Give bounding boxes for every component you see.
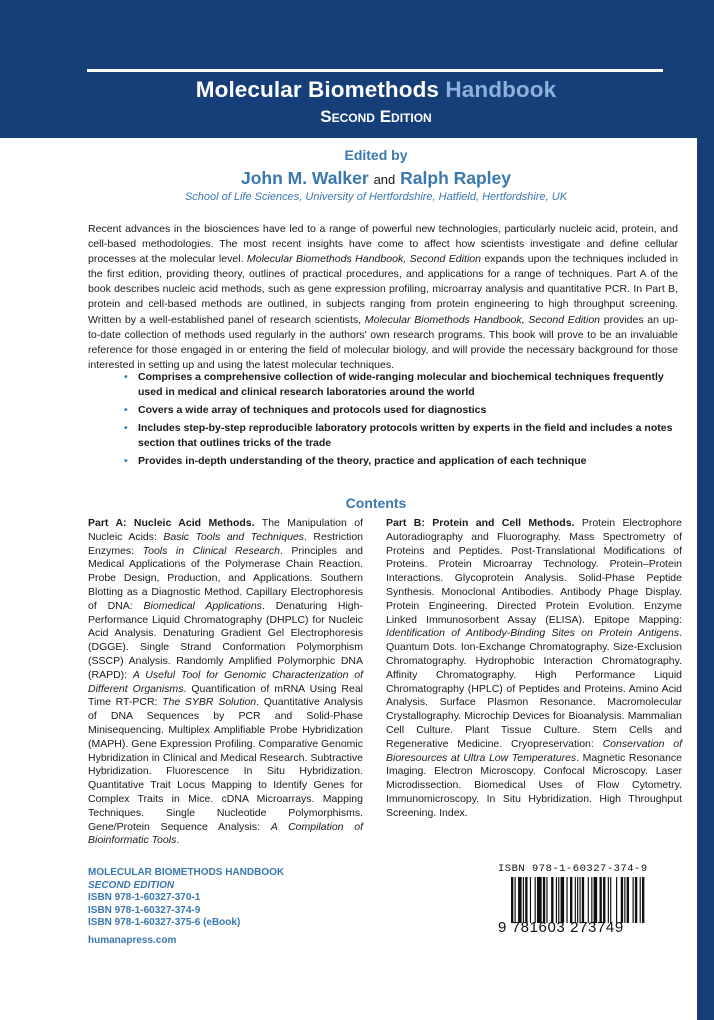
feature-bullet [122,370,682,400]
editor-1: John M. Walker [240,168,369,188]
part-b-text: . Magnetic Resonance Imaging. Electron Microscopy. Confocal Microscopy. Laser Microdissection. Biomedical Uses of Flow Cytometry. Immunomicroscopy. In Situ Hybridization. High Throughput Screening. Index. [386,751,682,819]
barcode-bar [518,877,522,923]
part-a-text: . Quantification of mRNA Using Real Time RT-PCR: [88,682,363,709]
book-info-isbn: ISBN 978-1-60327-374-9 [88,904,201,916]
title-main: Molecular Biomethods [195,77,440,102]
barcode-bar [537,877,542,923]
book-info-isbn: ISBN 978-1-60327-375-6 (eBook) [88,917,241,929]
barcode-isbn-label: ISBN 978-1-60327-374-9 [498,863,648,875]
barcode-bar [543,877,545,923]
book-info-block [88,867,408,948]
part-a-italic: The SYBR Solution [162,696,257,709]
feature-bullet-text: Comprises a comprehensive collection of wide-ranging molecular and biochemical techniques frequently used in medical and clinical research laboratories around the world [138,371,664,398]
feature-bullet [122,403,682,418]
spine-edge-bar [697,138,714,1020]
barcode-bar [603,877,605,923]
barcode-digits: 9 781603 273749 [498,919,624,936]
edition-label: Second Edition [320,107,432,126]
editor-conjunction: and [373,172,396,187]
part-a-italic: A Compilation of Bioinformatic Tools [88,820,363,847]
contents-part-a [88,517,363,848]
barcode-bar [525,877,527,923]
barcode-bar [582,877,584,923]
part-a-italic: A Useful Tool for Genomic Characterization of Different Organisms [88,668,364,695]
barcode-bar [575,877,576,923]
barcode-bar [633,877,634,923]
barcode-bar [570,877,572,923]
barcode-bar [535,877,536,923]
barcode-bar [635,877,637,923]
book-info-edition: SECOND EDITION [88,879,175,891]
bullet-icon: • [124,455,128,467]
barcode-bar [511,877,513,923]
edited-by-label: Edited by [344,147,408,163]
feature-bullet [122,421,682,451]
part-b-text: . Quantum Dots. Ion-Exchange Chromatography. Size-Exclusion Chromatography. Hydrophobic Interaction Chromatography. Affinity Chromatography. High Performance Liquid Chromatography (HPLC) of Peptides and Proteins. Amino Acid Analysis. Surface Plasmon Resonance. Macromolecular Crystallography. Microchip Devices for Bioanalysis. Mammalian Cell Culture. Plant Tissue Culture. Stem Cells and Regenerative Medicine. Cryopreservation: [386,627,682,750]
barcode-bar [591,877,592,923]
part-a-text: . Quantitative Analysis of DNA Sequences by PCR and Solid-Phase Minisequencing. Multiplex Amplifiable Probe Hybridization (MAPH). Gene Expression Profiling. Comparative Genomic Hybridization in Clinical and Medical Research. Subtractive Hybridization. Fluorescence In Situ Hybridization. Quantitative Trait Locus Mapping to Identify Genes for Complex Traits in Mice. cDNA Microarrays. Mapping Techniques. Single Nucleotide Polymorphisms. Gene/Protein Sequence Analysis: [88,696,364,833]
editor-2: Ralph Rapley [400,168,512,188]
barcode-bar [530,877,531,923]
header-rule [87,69,663,72]
editor-names [0,168,714,189]
part-a-text: The Manipulation of Nucleic Acids: [88,517,363,543]
barcode-graphic [509,877,679,923]
feature-bullet-text: Provides in-depth understanding of the theory, practice and application of each technique [138,455,587,467]
feature-bullet-text: Includes step-by-step reproducible laboratory protocols written by experts in the field and includes a notes section that outlines tricks of the trade [138,422,673,449]
part-a-heading: Part A: Nucleic Acid Methods. [88,517,255,529]
barcode-bar [627,877,629,923]
barcode-bar [621,877,623,923]
book-info-title: MOLECULAR BIOMETHODS HANDBOOK [88,867,285,878]
part-b-italic: Identification of Antibody-Binding Sites on Protein Antigens [386,627,680,640]
barcode-bar [616,877,617,923]
description-title-1: Molecular Biomethods Handbook, Second Edition [246,253,482,266]
barcode-bar [556,877,557,923]
barcode-bar [546,877,547,923]
feature-bullet [122,454,682,469]
description-text-1: Recent advances in the biosciences have led to a range of powerful new technologies, particularly nucleic acid, protein, and cell-based methodologies. The most recent insights have come to affect how scientists investigate and define cellular processes at the molecular level. [88,223,678,266]
barcode-bar [561,877,565,923]
barcode-bar [640,877,641,923]
barcode-bar [551,877,553,923]
barcode-bar [566,877,567,923]
part-a-text: . [176,834,180,847]
feature-bullet-list [122,370,682,472]
barcode-bar [624,877,625,923]
barcode-bar [579,877,580,923]
book-info-isbn: ISBN 978-1-60327-370-1 [88,892,201,904]
barcode-bar [642,877,644,923]
book-description [88,222,678,373]
bullet-icon: • [124,422,128,434]
description-text-3: provides an up-to-date collection of methods used regularly in the authors' own research programs. This book will prove to be an invaluable reference for those engaged in or entering the field of molecular biology, and will provide the necessary background for those interested in setting up and using the latest molecular techniques. [88,313,678,371]
description-text-2: expands upon the techniques included in the first edition, providing theory, outlines of practical procedures, and applications for a range of techniques. Part A of the book describes nucleic acid methods, such as gene expression profiling, microarray analysis and quantitative PCR. In Part B, protein and cell-based methods are outlined, in subjects ranging from protein engineering to high throughput screening. Written by a well-established panel of research scientists, [88,253,678,326]
part-a-italic: Biomedical Applications [143,599,262,612]
feature-bullet-text: Covers a wide array of techniques and protocols used for diagnostics [138,404,487,416]
bullet-icon: • [124,371,128,383]
editor-affiliation: School of Life Sciences, University of Hertfordshire, Hatfield, Hertfordshire, UK [184,191,568,203]
part-b-heading: Part B: Protein and Cell Methods. [386,517,575,529]
part-b-text: Protein Electrophore Autoradiography and Fluorography. Mass Spectrometry of Proteins and Peptides. Post-Translational Modifications of Proteins. Protein Microarray Technology. Protein–Protein Interactions. Glycoprotein Analysis. Solid-Phase Peptide Synthesis. Monoclonal Antibodies. Antibody Phage Display. Protein Engineering. Directed Protein Evolution. Enzyme Linked Immunosorbent Assay (ELISA). Epitope Mapping: [386,517,682,626]
barcode-bar [523,877,524,923]
barcode-bar [610,877,611,923]
part-a-text: . Denaturing High-Performance Liquid Chromatography (DHPLC) for Nucleic Acid Analysis. Denaturing Gradient Gel Electrophoresis (DGGE). Single Strand Conformation Polymorphism (SSCP) Analysis. Randomly Amplified Polymorphic DNA (RAPD): [88,599,363,681]
bullet-icon: • [124,404,128,416]
part-a-italic: Tools in Clinical Research [142,544,280,557]
part-a-text: . Principles and Medical Applications of the Polymerase Chain Reaction. Probe Design, Production, and Applications. Southern Blotting as a Diagnostic Method. Capillary Electrophoresis of DNA: [88,544,364,612]
barcode-bar [608,877,609,923]
barcode-bar [588,877,589,923]
description-title-2: Molecular Biomethods Handbook, Second Edition [364,313,601,326]
part-b-italic: Conservation of Bioresources at Ultra Low Temperatures [386,737,682,764]
barcode-bar [600,877,602,923]
part-a-text: . Restriction Enzymes: [88,530,363,557]
contents-part-b [386,517,682,821]
barcode-bar [558,877,559,923]
title-accent: Handbook [445,77,557,102]
barcode-bar [594,877,598,923]
part-a-italic: Basic Tools and Techniques [163,530,305,543]
book-title [0,77,714,103]
contents-heading: Contents [345,495,407,511]
publisher-website: humanapress.com [88,934,177,946]
barcode-bar [577,877,578,923]
barcode-bar [515,877,516,923]
